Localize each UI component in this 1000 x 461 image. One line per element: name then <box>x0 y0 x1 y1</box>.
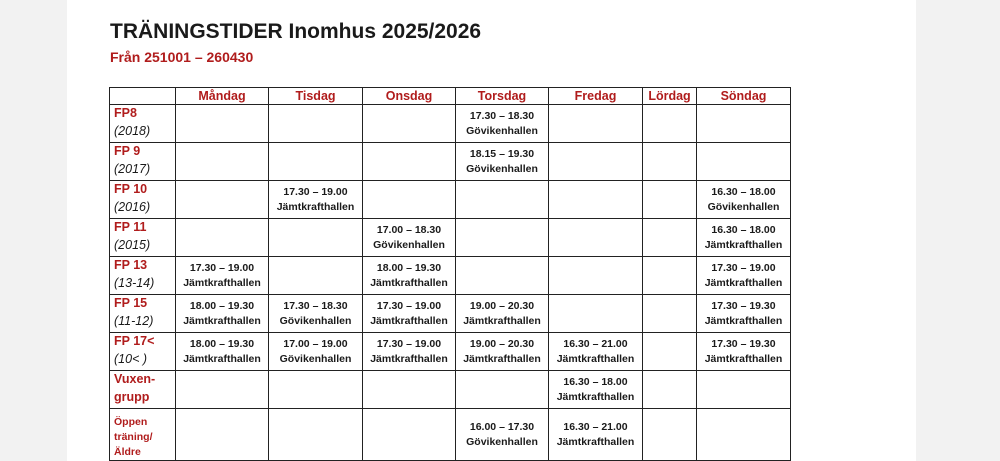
schedule-cell <box>176 105 269 143</box>
group-name: FP 17< <box>114 334 155 348</box>
table-row <box>110 143 791 181</box>
group-year: (2017) <box>114 161 151 176</box>
session-time: 17.00 – 19.00 <box>283 338 348 350</box>
session-venue: Jämtkrafthallen <box>183 276 261 289</box>
session-time: 17.30 – 19.30 <box>711 300 776 312</box>
session-time: 17.30 – 19.00 <box>283 186 348 198</box>
session-time: 19.00 – 20.30 <box>469 300 535 312</box>
document-page <box>67 0 916 461</box>
schedule-cell <box>549 409 643 461</box>
group-label <box>110 181 176 219</box>
schedule-cell <box>456 295 549 333</box>
group-name: Vuxen- <box>114 372 156 386</box>
schedule-cell <box>456 219 549 257</box>
schedule-table <box>109 87 791 461</box>
table-row <box>110 295 791 333</box>
session-venue: Jämtkrafthallen <box>183 352 261 365</box>
session-venue: Jämtkrafthallen <box>556 390 635 403</box>
schedule-cell <box>697 371 791 409</box>
table-row <box>110 105 791 143</box>
day-header: Lördag <box>643 88 697 105</box>
group-label <box>110 219 176 257</box>
schedule-cell <box>549 257 643 295</box>
session-venue: Gövikenhallen <box>466 435 538 448</box>
schedule-cell <box>643 333 697 371</box>
session-time: 17.30 – 19.00 <box>376 338 442 350</box>
schedule-cell <box>643 371 697 409</box>
session-time: 18.00 – 19.30 <box>376 262 442 274</box>
schedule-cell <box>269 257 363 295</box>
session-time: 17.30 – 18.30 <box>469 110 535 122</box>
schedule-cell <box>363 371 456 409</box>
schedule-cell <box>643 409 697 461</box>
schedule-cell <box>549 333 643 371</box>
schedule-cell <box>269 105 363 143</box>
schedule-cell <box>697 105 791 143</box>
schedule-cell <box>697 333 791 371</box>
session-venue: Jämtkrafthallen <box>556 435 635 448</box>
schedule-cell <box>549 181 643 219</box>
session-venue: Gövikenhallen <box>466 162 538 175</box>
schedule-cell <box>697 181 791 219</box>
group-label <box>110 333 176 371</box>
schedule-cell <box>456 409 549 461</box>
session-venue: Jämtkrafthallen <box>370 276 448 289</box>
session-venue: Jämtkrafthallen <box>276 200 355 213</box>
schedule-cell <box>697 143 791 181</box>
schedule-cell <box>363 143 456 181</box>
corner-cell <box>110 88 176 105</box>
session-venue: Jämtkrafthallen <box>370 352 448 365</box>
schedule-cell <box>549 143 643 181</box>
session-venue: Jämtkrafthallen <box>370 314 448 327</box>
group-year: (11-12) <box>114 313 154 328</box>
session-time: 16.30 – 21.00 <box>563 421 628 433</box>
schedule-cell <box>643 219 697 257</box>
group-year: (2016) <box>114 199 151 214</box>
schedule-cell <box>697 257 791 295</box>
session-venue: Gövikenhallen <box>466 124 538 137</box>
session-venue: Jämtkrafthallen <box>183 314 261 327</box>
session-time: 17.30 – 19.00 <box>711 262 776 274</box>
group-label <box>110 295 176 333</box>
schedule-cell <box>697 219 791 257</box>
group-name: FP 13 <box>114 258 148 272</box>
group-name: FP 15 <box>114 296 148 310</box>
schedule-cell <box>643 295 697 333</box>
session-time: 19.00 – 20.30 <box>469 338 535 350</box>
schedule-cell <box>363 105 456 143</box>
session-venue: Gövikenhallen <box>279 314 352 327</box>
group-label <box>110 409 176 461</box>
table-row <box>110 371 791 409</box>
group-year: (2018) <box>114 123 151 138</box>
schedule-cell <box>176 295 269 333</box>
schedule-cell <box>269 333 363 371</box>
session-time: 16.00 – 17.30 <box>469 421 535 433</box>
session-time: 16.30 – 18.00 <box>563 376 628 388</box>
session-venue: Jämtkrafthallen <box>463 352 541 365</box>
session-time: 18.00 – 19.30 <box>189 300 255 312</box>
group-name: FP 10 <box>114 182 148 196</box>
session-time: 16.30 – 21.00 <box>563 338 628 350</box>
table-row <box>110 409 791 461</box>
schedule-cell <box>456 105 549 143</box>
group-label <box>110 371 176 409</box>
group-year: grupp <box>114 389 150 404</box>
schedule-cell <box>176 371 269 409</box>
schedule-cell <box>643 105 697 143</box>
schedule-cell <box>176 409 269 461</box>
schedule-cell <box>363 409 456 461</box>
schedule-cell <box>363 333 456 371</box>
session-time: 17.00 – 18.30 <box>376 224 442 236</box>
session-time: 16.30 – 18.00 <box>711 186 776 198</box>
schedule-cell <box>363 181 456 219</box>
group-name: Öppen <box>114 416 148 428</box>
schedule-cell <box>176 143 269 181</box>
date-range: Från 251001 – 260430 <box>110 49 254 65</box>
table-row <box>110 257 791 295</box>
session-venue: Gövikenhallen <box>373 238 445 251</box>
schedule-cell <box>269 371 363 409</box>
day-header: Onsdag <box>363 88 456 105</box>
schedule-cell <box>176 333 269 371</box>
session-venue: Jämtkrafthallen <box>556 352 635 365</box>
session-time: 17.30 – 18.30 <box>283 300 348 312</box>
group-label <box>110 143 176 181</box>
schedule-cell <box>643 257 697 295</box>
session-venue: Jämtkrafthallen <box>704 352 783 365</box>
session-time: 17.30 – 19.00 <box>376 300 442 312</box>
session-time: 17.30 – 19.00 <box>189 262 255 274</box>
schedule-cell <box>269 143 363 181</box>
table-row <box>110 333 791 371</box>
day-header: Söndag <box>697 88 791 105</box>
schedule-cell <box>363 219 456 257</box>
schedule-cell <box>456 181 549 219</box>
group-label <box>110 257 176 295</box>
schedule-cell <box>456 257 549 295</box>
group-name: FP 11 <box>114 220 147 234</box>
group-name: FP8 <box>114 106 137 120</box>
group-year: träning/ <box>114 431 153 443</box>
day-header: Tisdag <box>269 88 363 105</box>
group-name: FP 9 <box>114 144 141 158</box>
session-venue: Jämtkrafthallen <box>463 314 541 327</box>
session-time: 16.30 – 18.00 <box>711 224 776 236</box>
group-year: (13-14) <box>114 275 155 290</box>
schedule-cell <box>269 295 363 333</box>
schedule-cell <box>269 181 363 219</box>
session-time: 18.15 – 19.30 <box>469 148 535 160</box>
schedule-cell <box>643 143 697 181</box>
schedule-cell <box>549 371 643 409</box>
table-row <box>110 181 791 219</box>
schedule-cell <box>549 219 643 257</box>
schedule-cell <box>643 181 697 219</box>
schedule-cell <box>176 257 269 295</box>
day-header: Torsdag <box>456 88 549 105</box>
schedule-cell <box>363 295 456 333</box>
session-venue: Jämtkrafthallen <box>704 314 783 327</box>
schedule-cell <box>697 295 791 333</box>
group-year: (2015) <box>114 237 151 252</box>
session-venue: Jämtkrafthallen <box>704 238 783 251</box>
group-extra: Äldre <box>114 446 141 458</box>
session-time: 18.00 – 19.30 <box>189 338 255 350</box>
schedule-cell <box>176 181 269 219</box>
session-venue: Gövikenhallen <box>707 200 780 213</box>
table-row <box>110 219 791 257</box>
session-venue: Gövikenhallen <box>279 352 352 365</box>
header-row <box>110 88 791 105</box>
schedule-cell <box>176 219 269 257</box>
group-label <box>110 105 176 143</box>
schedule-cell <box>456 333 549 371</box>
session-venue: Jämtkrafthallen <box>704 276 783 289</box>
session-time: 17.30 – 19.30 <box>711 338 776 350</box>
schedule-cell <box>697 409 791 461</box>
day-header: Fredag <box>549 88 643 105</box>
schedule-cell <box>549 295 643 333</box>
schedule-cell <box>456 143 549 181</box>
schedule-cell <box>363 257 456 295</box>
schedule-cell <box>456 371 549 409</box>
day-header: Måndag <box>176 88 269 105</box>
schedule-cell <box>549 105 643 143</box>
group-year: (10< ) <box>114 351 148 366</box>
schedule-cell <box>269 409 363 461</box>
schedule-cell <box>269 219 363 257</box>
page-title: TRÄNINGSTIDER Inomhus 2025/2026 <box>110 20 482 43</box>
